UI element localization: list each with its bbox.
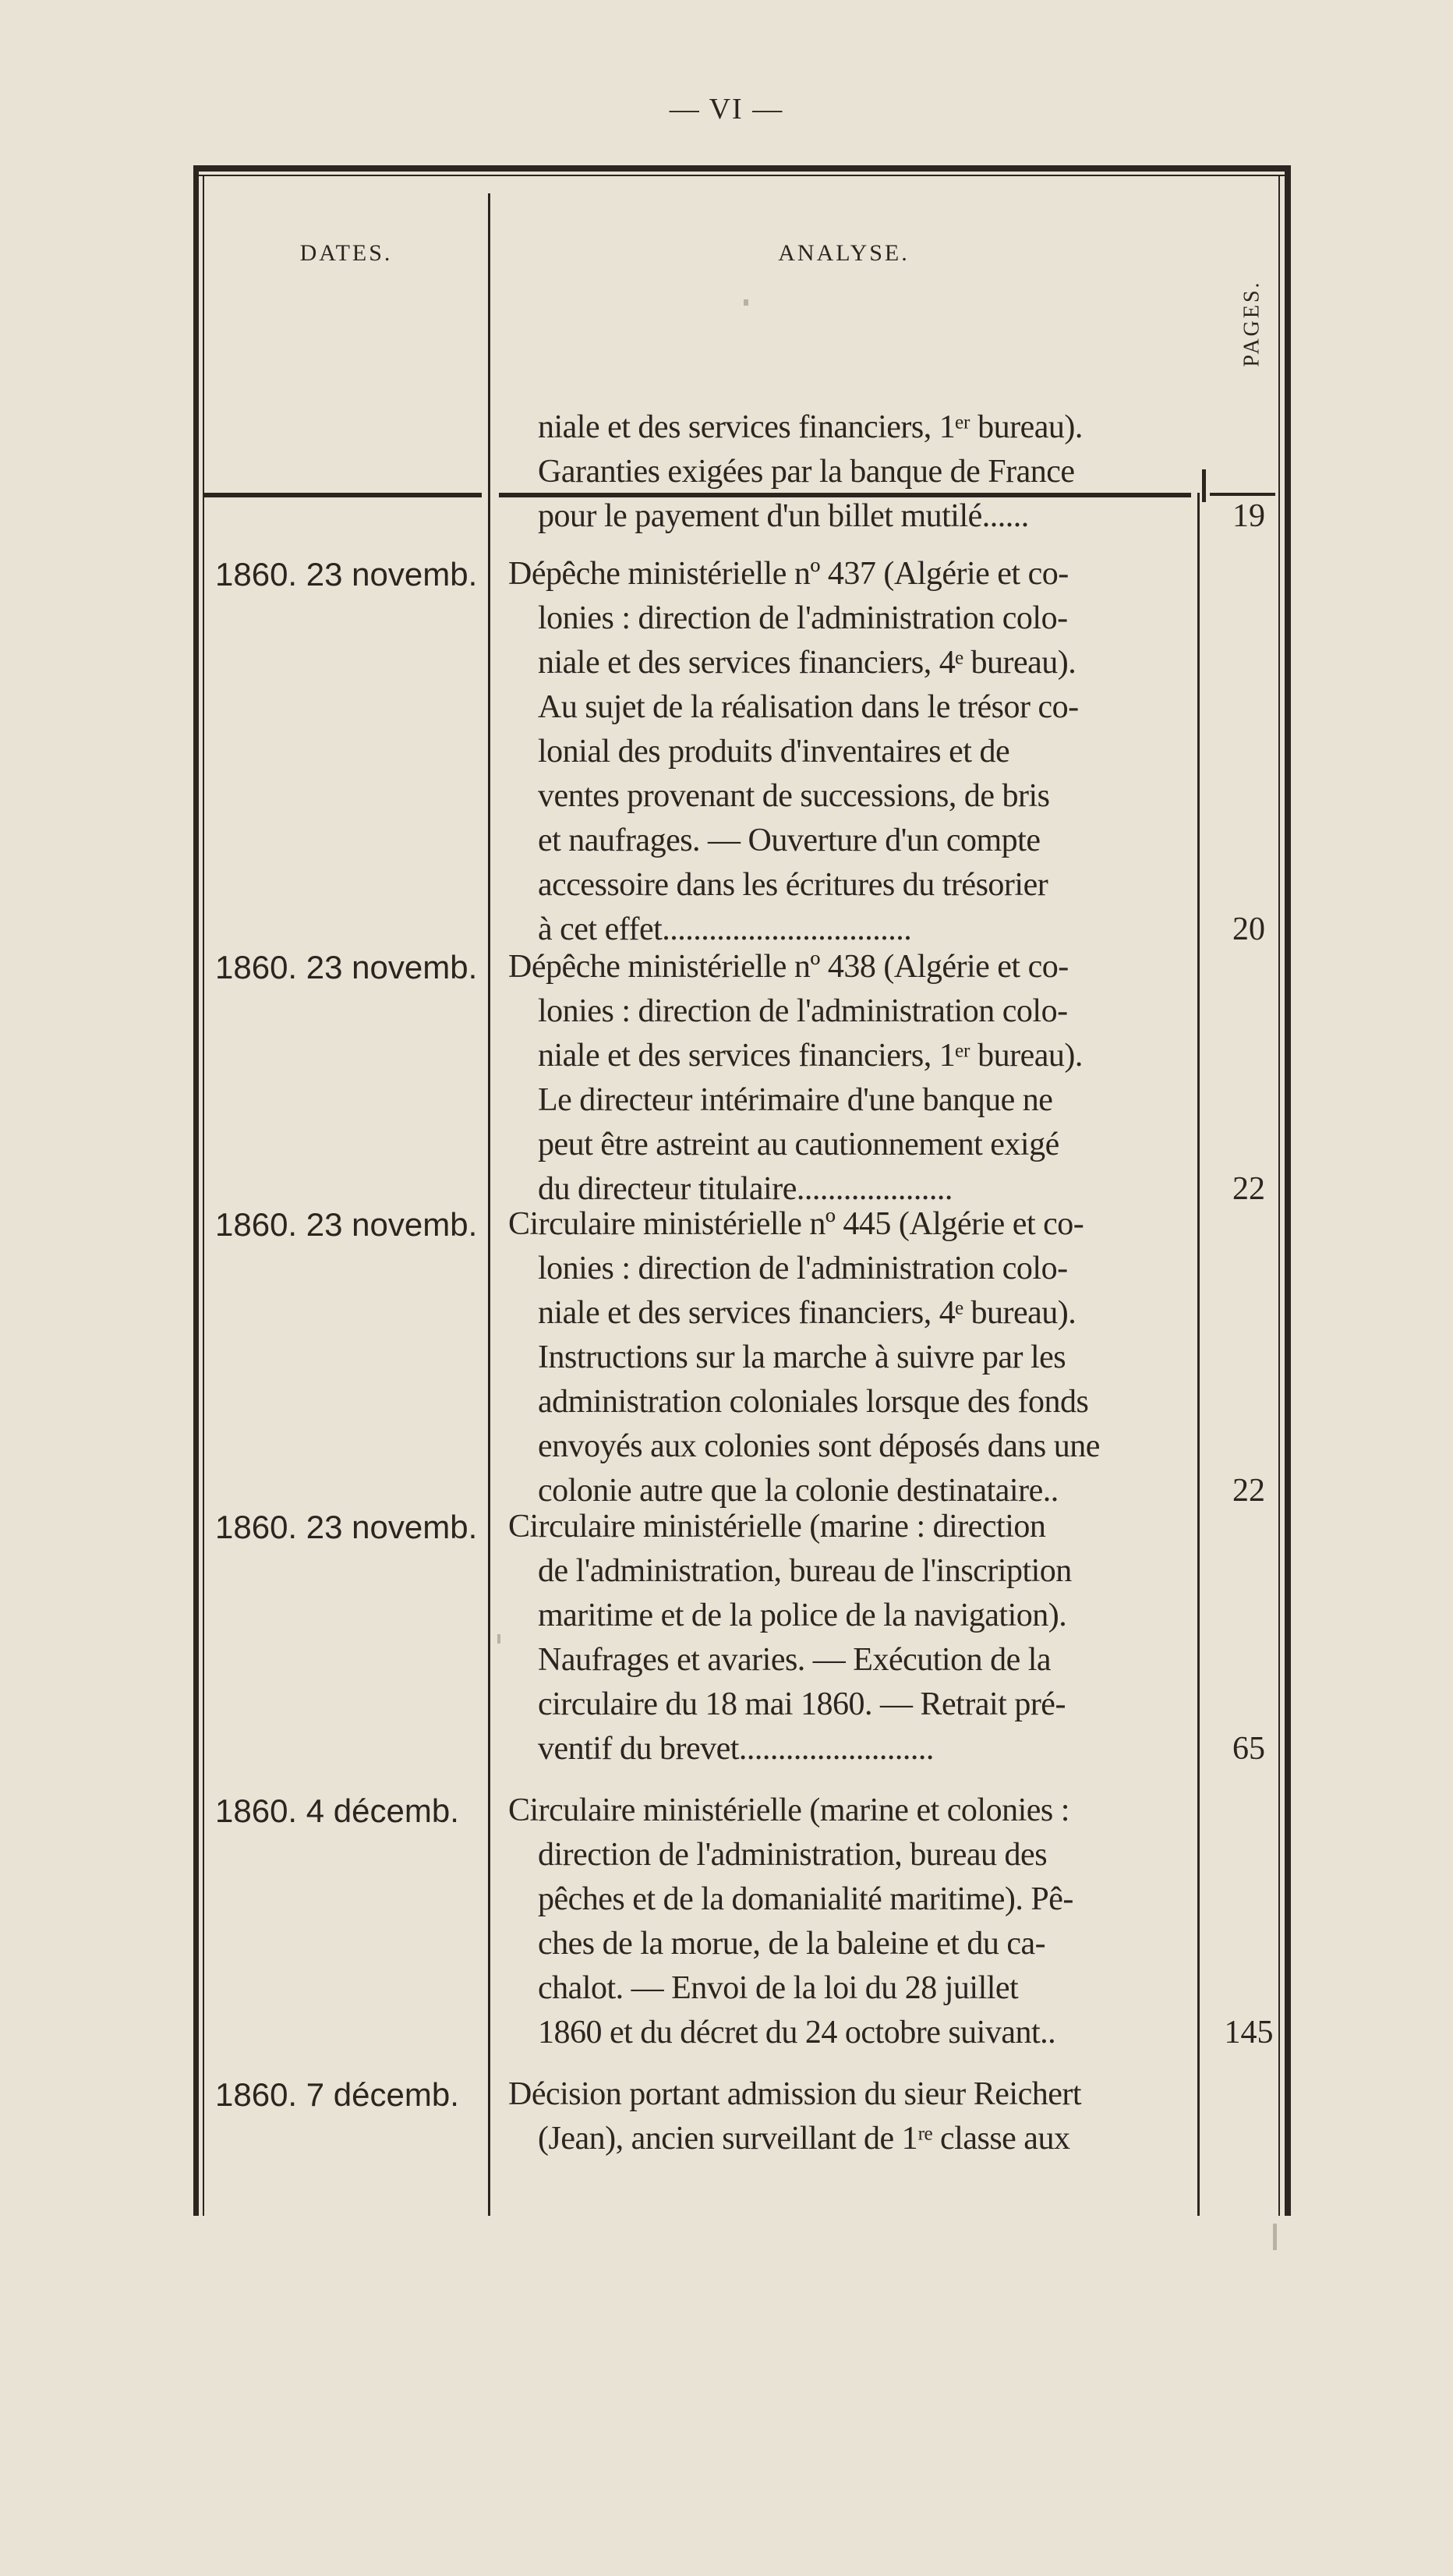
analysis-line: direction de l'administration, bureau des — [538, 1837, 1048, 1873]
analysis-line: lonies : direction de l'administration colo- — [538, 993, 1068, 1029]
table-right-border — [1285, 165, 1291, 2216]
analysis-line: circulaire du 18 mai 1860. — Retrait pré- — [538, 1686, 1066, 1722]
entry-date: 1860. 23 novemb. — [215, 1509, 478, 1545]
entry-page: 65 — [1232, 1731, 1265, 1767]
analysis-line: pêches et de la domanialité maritime). Pê- — [538, 1881, 1073, 1917]
analysis-line: ventif du brevet......................... — [538, 1731, 934, 1767]
analysis-line: ventes provenant de successions, de bris — [538, 778, 1050, 814]
column-divider-pages — [1197, 493, 1200, 2216]
entry-date: 1860. 7 décemb. — [215, 2076, 459, 2113]
index-table — [193, 165, 1291, 2216]
analysis-line: Circulaire ministérielle (marine : direction — [508, 1509, 1046, 1545]
header-dates: DATES. — [299, 240, 393, 266]
analysis-line: Instructions sur la marche à suivre par les — [538, 1339, 1066, 1375]
analysis-line: Circulaire ministérielle nº 445 (Algérie et co- — [508, 1206, 1084, 1242]
table-top-rule — [193, 165, 1291, 172]
header-pages-label: PAGES. — [1240, 280, 1264, 367]
table-top-rule-thin — [193, 175, 1291, 176]
entry-date: 1860. 23 novemb. — [215, 1206, 478, 1243]
analysis-line: Dépêche ministérielle nº 437 (Algérie et co- — [508, 556, 1069, 592]
entry-analysis — [508, 552, 1191, 952]
analysis-line: Garanties exigées par la banque de France — [538, 454, 1075, 490]
ink-speck — [497, 1634, 500, 1644]
analysis-line: de l'administration, bureau de l'inscription — [538, 1553, 1072, 1589]
header-pages — [1229, 195, 1277, 452]
analysis-line: lonial des produits d'inventaires et de — [538, 734, 1010, 770]
entry-date: 1860. 23 novemb. — [215, 556, 478, 593]
analysis-line: niale et des services financiers, 4ᵉ bureau). — [538, 1295, 1076, 1331]
analysis-line: administration coloniales lorsque des fonds — [538, 1384, 1089, 1420]
analysis-line: maritime et de la police de la navigation). — [538, 1598, 1067, 1633]
analysis-line: Naufrages et avaries. — Exécution de la — [538, 1642, 1052, 1678]
analysis-line: peut être astreint au cautionnement exigé — [538, 1127, 1059, 1162]
entry-analysis — [508, 1202, 1191, 1513]
analysis-line: Au sujet de la réalisation dans le trésor co- — [538, 689, 1079, 725]
entry-analysis — [508, 1789, 1191, 2055]
analysis-line: à cet effet................................ — [538, 911, 912, 947]
entry-page: 19 — [1232, 498, 1265, 534]
table-right-border-thin — [1278, 176, 1280, 2216]
entry-analysis — [508, 2072, 1191, 2161]
header-underline-dates — [204, 493, 482, 497]
entry-date: 1860. 4 décemb. — [215, 1792, 459, 1829]
table-left-border — [193, 165, 199, 2216]
analysis-line: pour le payement d'un billet mutilé...... — [538, 498, 1029, 534]
analysis-line: 1860 et du décret du 24 octobre suivant.. — [538, 2015, 1056, 2051]
analysis-line: Le directeur intérimaire d'une banque ne — [538, 1082, 1053, 1118]
entry-analysis — [508, 405, 1191, 539]
analysis-line: Décision portant admission du sieur Reichert — [508, 2076, 1082, 2112]
analysis-line: chalot. — Envoi de la loi du 28 juillet — [538, 1970, 1019, 2006]
entry-page: 22 — [1232, 1171, 1265, 1207]
analysis-line: niale et des services financiers, 1ᵉʳ bureau). — [538, 409, 1083, 445]
header-analyse: ANALYSE. — [778, 240, 910, 266]
entry-page: 20 — [1232, 911, 1265, 947]
analysis-line: du directeur titulaire.................... — [538, 1171, 953, 1207]
analysis-line: et naufrages. — Ouverture d'un compte — [538, 823, 1041, 858]
analysis-line: accessoire dans les écritures du trésorier — [538, 867, 1048, 903]
entry-date: 1860. 23 novemb. — [215, 949, 478, 985]
analysis-line: Dépêche ministérielle nº 438 (Algérie et co- — [508, 949, 1069, 985]
entry-page: 145 — [1224, 2015, 1274, 2051]
ink-speck — [1273, 2224, 1277, 2250]
analysis-line: colonie autre que la colonie destinataire.. — [538, 1473, 1059, 1509]
column-divider-pages-header — [1202, 469, 1206, 502]
analysis-line: niale et des services financiers, 4ᵉ bureau). — [538, 645, 1076, 681]
analysis-line: (Jean), ancien surveillant de 1ʳᵉ classe aux — [538, 2121, 1070, 2157]
analysis-line: lonies : direction de l'administration colo- — [538, 1251, 1068, 1286]
table-left-border-thin — [203, 176, 204, 2216]
analysis-line: Circulaire ministérielle (marine et colonies : — [508, 1792, 1069, 1828]
analysis-line: niale et des services financiers, 1ᵉʳ bureau). — [538, 1038, 1083, 1074]
ink-speck — [744, 299, 748, 306]
analysis-line: lonies : direction de l'administration colo- — [538, 600, 1068, 636]
analysis-line: envoyés aux colonies sont déposés dans une — [538, 1428, 1100, 1464]
page-number: — VI — — [669, 93, 784, 126]
analysis-line: ches de la morue, de la baleine et du ca- — [538, 1926, 1046, 1962]
entry-page: 22 — [1232, 1473, 1265, 1509]
entry-analysis — [508, 1505, 1191, 1771]
entry-analysis — [508, 945, 1191, 1212]
